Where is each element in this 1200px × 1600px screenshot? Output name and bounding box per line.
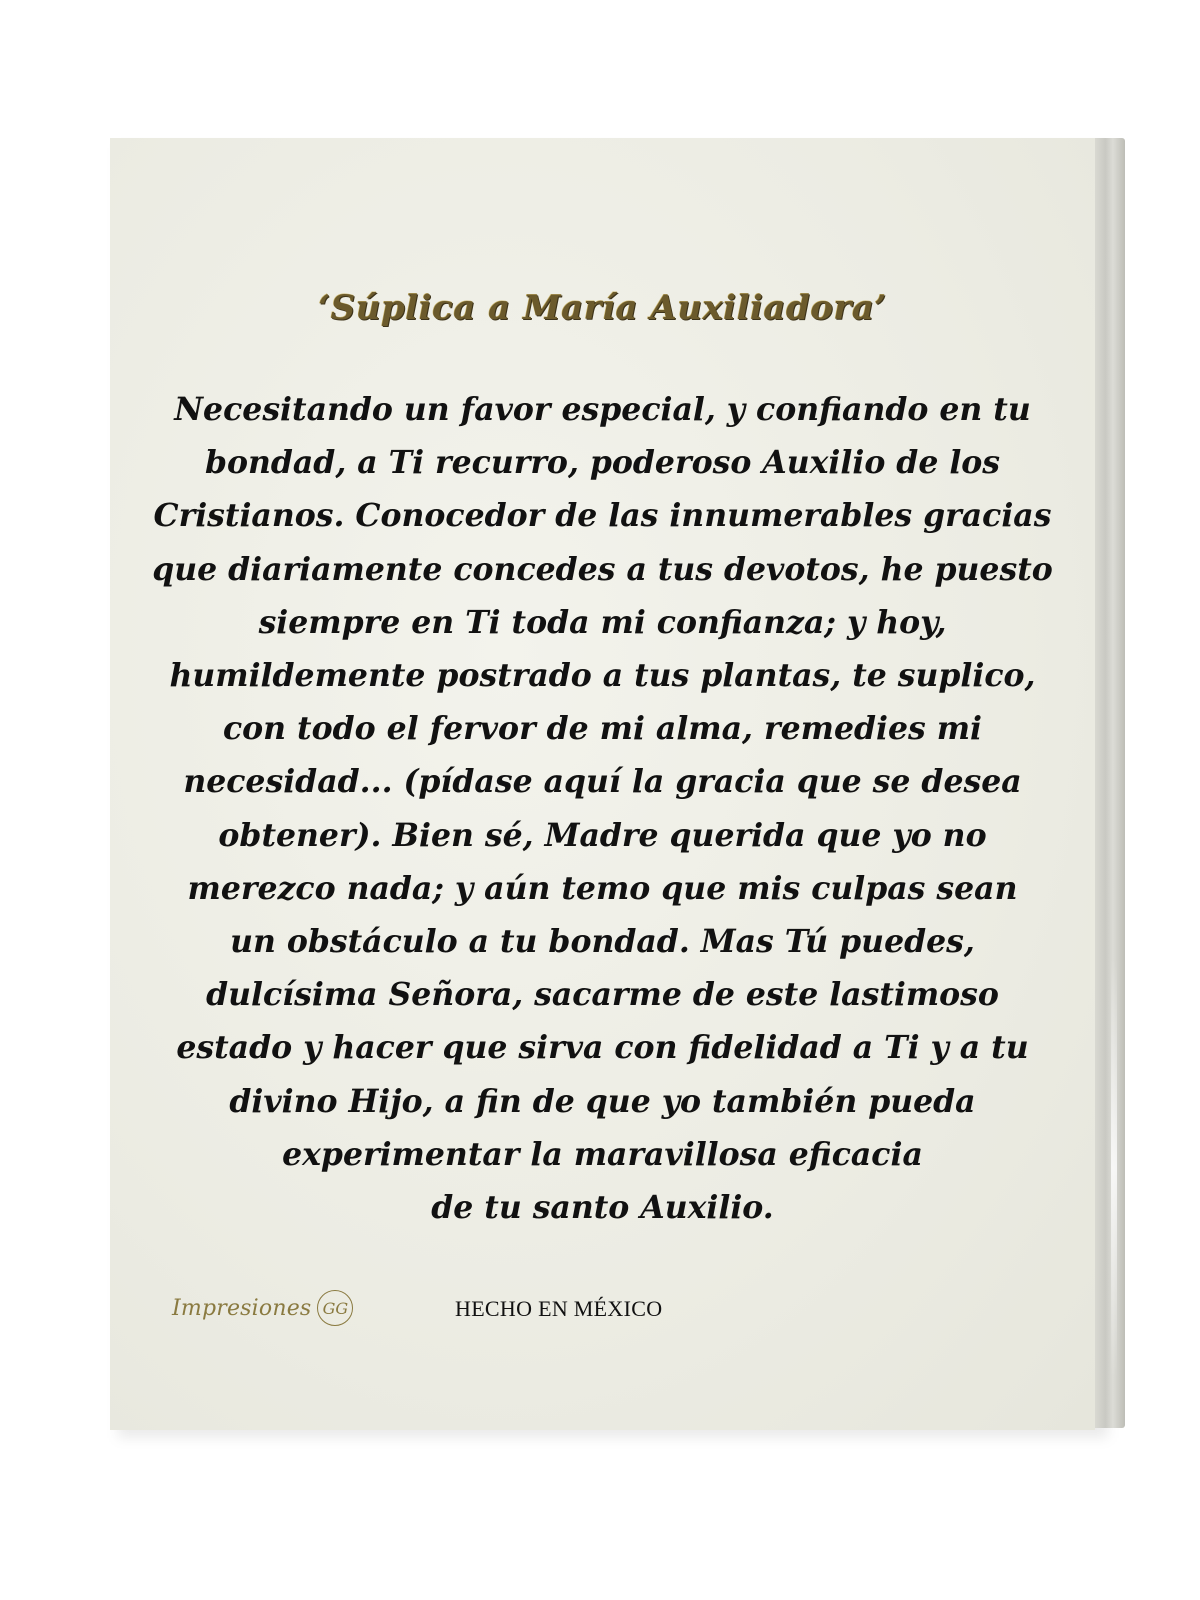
prayer-line: divino Hijo, a fin de que yo también pueda — [229, 1082, 976, 1120]
prayer-line: de tu santo Auxilio. — [431, 1189, 774, 1227]
prayer-line: obtener). Bien sé, Madre querida que yo no — [218, 816, 987, 854]
prayer-line: bondad, a Ti recurro, poderoso Auxilio de los — [204, 444, 1001, 482]
prayer-card — [110, 138, 1095, 1430]
prayer-line: humildemente postrado a tus plantas, te suplico, — [169, 657, 1036, 695]
publisher-logo-text: Impresiones — [172, 1295, 312, 1321]
prayer-line: siempre en Ti toda mi confianza; y hoy, — [258, 603, 947, 641]
publisher-logo-mark: GG — [317, 1290, 353, 1326]
prayer-text — [130, 383, 1075, 1234]
prayer-line: Cristianos. Conocedor de las innumerables gracias — [153, 497, 1052, 535]
prayer-line: Necesitando un favor especial, y confiando en tu — [174, 391, 1031, 428]
card-footer — [110, 1278, 1095, 1338]
prayer-line: necesidad... (pídase aquí la gracia que se desea — [183, 763, 1022, 801]
publisher-logo — [172, 1278, 353, 1338]
prayer-line: con todo el fervor de mi alma, remedies mi — [222, 710, 983, 748]
prayer-title: ‘Súplica a María Auxiliadora’ — [318, 288, 887, 328]
prayer-line: merezco nada; y aún temo que mis culpas sean — [187, 869, 1018, 907]
prayer-line: estado y hacer que sirva con fidelidad a Ti y a tu — [176, 1029, 1029, 1067]
card-edge — [1095, 138, 1125, 1428]
edge-highlight — [1111, 958, 1117, 1378]
prayer-line: experimentar la maravillosa eficacia — [282, 1135, 923, 1173]
made-in-label: HECHO EN MÉXICO — [455, 1296, 663, 1321]
prayer-line: un obstáculo a tu bondad. Mas Tú puedes, — [230, 923, 975, 961]
prayer-line: que diariamente concedes a tus devotos, he puesto — [152, 550, 1053, 588]
prayer-line: dulcísima Señora, sacarme de este lastimoso — [206, 976, 999, 1014]
